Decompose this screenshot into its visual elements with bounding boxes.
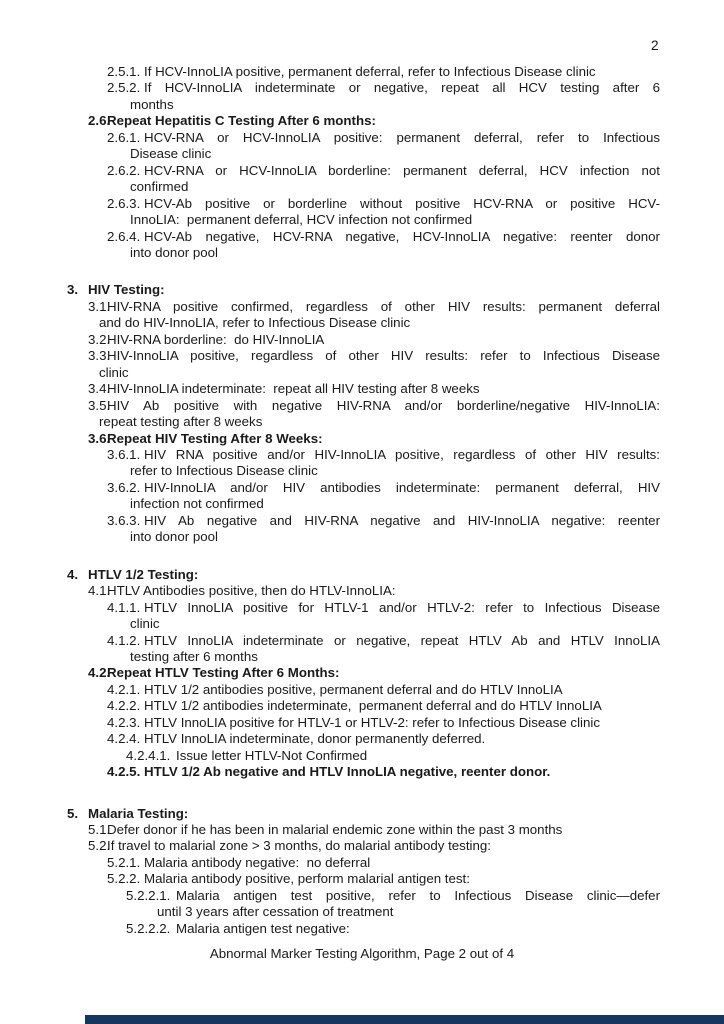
bottom-bar <box>85 1015 724 1024</box>
list-number: 2.5.2. <box>107 80 141 96</box>
line-text: HTLV InnoLIA indeterminate or negative, repeat HTLV Ab and HTLV InnoLIA <box>144 632 660 648</box>
list-number: 2.6.2. <box>107 162 141 178</box>
line-text: HTLV 1/2 Testing: <box>88 566 199 582</box>
line-text: Issue letter HTLV-Not Confirmed <box>176 747 368 763</box>
list-number: 3.6.1. <box>107 446 141 462</box>
list-number: 3.4. <box>88 381 111 397</box>
line-text: into donor pool <box>130 529 218 545</box>
line-text: HIV Ab negative and HIV-RNA negative and HIV-InnoLIA negative: reenter <box>144 512 660 528</box>
line-text: testing after 6 months <box>130 648 258 664</box>
doc-line <box>0 731 660 747</box>
line-text: HIV-InnoLIA positive, regardless of other HIV results: refer to Infectious Disease <box>107 348 660 364</box>
line-text: and do HIV-InnoLIA, refer to Infectious Disease clinic <box>99 315 411 331</box>
list-number: 5.2.2.2. <box>126 920 171 936</box>
doc-line <box>0 871 660 887</box>
list-number: 2.6. <box>88 113 111 129</box>
doc-line <box>0 179 660 195</box>
list-number: 5. <box>67 805 79 821</box>
doc-line <box>0 431 660 447</box>
doc-line <box>0 838 660 854</box>
list-number: 4.2.4.1. <box>126 747 171 763</box>
doc-line <box>0 212 660 228</box>
doc-line <box>0 496 660 512</box>
line-text: infection not confirmed <box>130 496 264 512</box>
list-number: 3.3. <box>88 348 111 364</box>
doc-line <box>0 698 660 714</box>
doc-line <box>0 414 660 430</box>
doc-line <box>0 130 660 146</box>
list-number: 4.1. <box>88 583 111 599</box>
doc-line <box>0 513 660 529</box>
line-text: HCV-Ab negative, HCV-RNA negative, HCV-InnoLIA negative: reenter donor <box>144 228 660 244</box>
doc-line <box>0 806 660 822</box>
list-number: 3.2. <box>88 331 111 347</box>
page-number: 2 <box>651 38 659 53</box>
list-number: 5.2.2.1. <box>126 887 171 903</box>
line-text: refer to Infectious Disease clinic <box>130 463 318 479</box>
doc-line <box>0 398 660 414</box>
doc-line <box>0 196 660 212</box>
line-text: Malaria antibody negative: no deferral <box>144 854 371 870</box>
line-text: Repeat Hepatitis C Testing After 6 months: <box>107 113 376 129</box>
line-text: Malaria Testing: <box>88 805 189 821</box>
line-text: HCV-RNA or HCV-InnoLIA borderline: permanent deferral, HCV infection not <box>144 162 660 178</box>
list-number: 4.2.5. <box>107 764 141 780</box>
list-number: 2.6.3. <box>107 195 141 211</box>
line-text: If travel to malarial zone > 3 months, do malarial antibody testing: <box>107 838 491 854</box>
line-text: HTLV 1/2 antibodies positive, permanent deferral and do HTLV InnoLIA <box>144 681 563 697</box>
doc-line <box>0 299 660 315</box>
list-number: 3.1. <box>88 298 111 314</box>
line-text: Disease clinic <box>130 146 212 162</box>
list-number: 5.2.1. <box>107 854 141 870</box>
list-number: 4.2.3. <box>107 714 141 730</box>
line-text: HIV RNA positive and/or HIV-InnoLIA positive, regardless of other HIV results: <box>144 446 660 462</box>
doc-line <box>0 80 660 96</box>
line-text: Repeat HTLV Testing After 6 Months: <box>107 665 340 681</box>
line-text: HTLV InnoLIA positive for HTLV-1 or HTLV-2: refer to Infectious Disease clinic <box>144 714 600 730</box>
line-text: repeat testing after 8 weeks <box>99 414 263 430</box>
doc-line <box>0 715 660 731</box>
doc-line <box>0 764 660 780</box>
line-text: HTLV 1/2 Ab negative and HTLV InnoLIA negative, reenter donor. <box>144 764 551 780</box>
list-number: 2.6.4. <box>107 228 141 244</box>
doc-line <box>0 649 660 665</box>
list-number: 3.6.2. <box>107 479 141 495</box>
line-text: If HCV-InnoLIA positive, permanent deferral, refer to Infectious Disease clinic <box>144 64 596 79</box>
list-number: 4.2.2. <box>107 698 141 714</box>
line-text: HTLV Antibodies positive, then do HTLV-InnoLIA: <box>107 583 396 599</box>
doc-line <box>0 381 660 397</box>
list-number: 4.1.2. <box>107 632 141 648</box>
doc-line <box>0 97 660 113</box>
doc-line <box>0 113 660 129</box>
line-text: months <box>130 96 174 112</box>
doc-line <box>0 665 660 681</box>
list-number: 3. <box>67 282 79 298</box>
doc-line <box>0 904 660 920</box>
doc-line <box>0 229 660 245</box>
list-number: 4. <box>67 566 79 582</box>
doc-line <box>0 616 660 632</box>
doc-line <box>0 600 660 616</box>
line-text: HIV Ab positive with negative HIV-RNA and/or borderline/negative HIV-InnoLIA: <box>107 397 660 413</box>
doc-line <box>0 822 660 838</box>
doc-line <box>0 567 660 583</box>
doc-line <box>0 315 660 331</box>
doc-line <box>0 480 660 496</box>
doc-line <box>0 888 660 904</box>
list-number: 4.2.4. <box>107 731 141 747</box>
line-text: Malaria antigen test positive, refer to Infectious Disease clinic—defer <box>176 887 660 903</box>
line-text: into donor pool <box>130 244 218 260</box>
doc-line <box>0 332 660 348</box>
line-text: confirmed <box>130 179 189 195</box>
line-text: Defer donor if he has been in malarial endemic zone within the past 3 months <box>107 822 563 838</box>
doc-line <box>0 529 660 545</box>
line-text: clinic <box>130 616 160 632</box>
line-text: HIV-InnoLIA and/or HIV antibodies indeterminate: permanent deferral, HIV <box>144 479 660 495</box>
list-number: 5.1. <box>88 822 111 838</box>
list-number: 5.2. <box>88 838 111 854</box>
doc-line <box>0 682 660 698</box>
doc-line <box>0 163 660 179</box>
list-number: 2.5.1. <box>107 64 141 79</box>
line-text: InnoLIA: permanent deferral, HCV infection not confirmed <box>130 212 473 228</box>
doc-line <box>0 348 660 364</box>
line-text: HTLV InnoLIA indeterminate, donor permanently deferred. <box>144 731 486 747</box>
list-number: 3.5. <box>88 397 111 413</box>
doc-line <box>0 748 660 764</box>
footer-text: Abnormal Marker Testing Algorithm, Page 2 out of 4 <box>209 946 515 961</box>
line-text: HTLV 1/2 antibodies indeterminate, permanent deferral and do HTLV InnoLIA <box>144 698 602 714</box>
line-text: HIV-RNA positive confirmed, regardless of other HIV results: permanent deferral <box>107 298 660 314</box>
doc-line <box>0 583 660 599</box>
line-text: HTLV InnoLIA positive for HTLV-1 and/or HTLV-2: refer to Infectious Disease <box>144 599 660 615</box>
line-text: Malaria antigen test negative: <box>176 920 350 936</box>
line-text: HCV-RNA or HCV-InnoLIA positive: permanent deferral, refer to Infectious <box>144 129 660 145</box>
line-text: clinic <box>99 364 129 380</box>
doc-line <box>0 921 660 937</box>
line-text: Repeat HIV Testing After 8 Weeks: <box>107 430 323 446</box>
line-text: until 3 years after cessation of treatment <box>157 904 394 920</box>
list-number: 4.2. <box>88 665 111 681</box>
doc-line <box>0 855 660 871</box>
list-number: 4.1.1. <box>107 599 141 615</box>
line-text: Malaria antibody positive, perform malarial antigen test: <box>144 871 470 887</box>
list-number: 3.6. <box>88 430 111 446</box>
list-number: 5.2.2. <box>107 871 141 887</box>
doc-line <box>0 146 660 162</box>
line-text: HIV Testing: <box>88 282 165 298</box>
line-text: HIV-RNA borderline: do HIV-InnoLIA <box>107 331 325 347</box>
list-number: 2.6.1. <box>107 129 141 145</box>
doc-line <box>0 365 660 381</box>
doc-line <box>0 64 660 80</box>
doc-line <box>0 282 660 298</box>
doc-line <box>0 463 660 479</box>
doc-line <box>0 633 660 649</box>
line-text: HIV-InnoLIA indeterminate: repeat all HIV testing after 8 weeks <box>107 381 480 397</box>
list-number: 3.6.3. <box>107 512 141 528</box>
doc-line <box>0 245 660 261</box>
list-number: 4.2.1. <box>107 681 141 697</box>
line-text: If HCV-InnoLIA indeterminate or negative, repeat all HCV testing after 6 <box>144 80 660 96</box>
doc-line <box>0 447 660 463</box>
line-text: HCV-Ab positive or borderline without positive HCV-RNA or positive HCV- <box>144 195 660 211</box>
